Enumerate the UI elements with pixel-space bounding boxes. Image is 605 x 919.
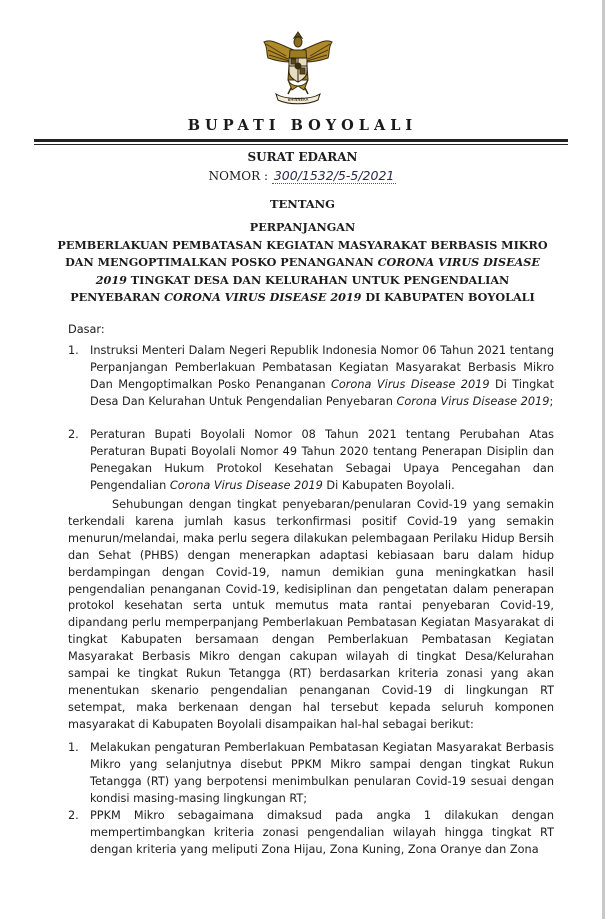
instruction-item-text: Melakukan pengaturan Pemberlakuan Pembatasan Kegiatan Masyarakat Berbasis Mikro yang selanjutnya disebut PPKM Mikro sampai dengan tingkat Rukun Tetangga (RT) yang berpotensi menimbulkan penularan Covid-19 sesuai dengan kondisi masing-masing lingkungan RT;	[90, 741, 554, 805]
basis-item	[68, 343, 554, 428]
document-subject	[0, 219, 605, 307]
garuda-emblem-icon	[258, 28, 338, 108]
subject-line-3: DAN MENGOPTIMALKAN POSKO PENANGANAN CORONA VIRUS DISEASE	[65, 255, 540, 269]
basis-label: Dasar:	[68, 323, 105, 336]
basis-item	[68, 427, 554, 495]
header-rule-thin	[34, 144, 568, 145]
document-number-line	[0, 168, 605, 183]
instruction-item-number: 1.	[68, 741, 79, 754]
subject-line-2: PEMBERLAKUAN PEMBATASAN KEGIATAN MASYARAKAT BERBASIS MIKRO	[57, 237, 548, 252]
header-rule-thick	[34, 139, 568, 142]
basis-item-number: 1.	[68, 344, 79, 357]
instruction-item	[68, 808, 554, 876]
about-label: TENTANG	[269, 197, 336, 211]
document-number-label: NOMOR :	[208, 169, 268, 183]
emblem-banner-text: BHINNEKA	[287, 97, 309, 102]
document-number-value: 300/1532/5-5/2021	[273, 168, 395, 183]
basis-item-text: Peraturan Bupati Boyolali Nomor 08 Tahun 2021 tentang Perubahan Atas Peraturan Bupati Boyolali Nomor 49 Tahun 2020 tentang Penerapan Disiplin dan Penegakan Hukum Protokol Kesehatan Sebagai Upaya Pencegahan dan Pengendalian Corona Virus Disease 2019 Di Kabupaten Boyolali.	[90, 428, 554, 492]
basis-item-text: Instruksi Menteri Dalam Negeri Republik Indonesia Nomor 06 Tahun 2021 tentang Perpanjangan Pemberlakuan Pembatasan Kegiatan Masyarakat Berbasis Mikro Dan Mengoptimalkan Posko Penanganan Corona Virus Disease 2019 Di Tingkat Desa Dan Kelurahan Untuk Pengendalian Penyebaran Corona Virus Disease 2019;	[90, 344, 554, 408]
subject-line-5: PENYEBARAN CORONA VIRUS DISEASE 2019 DI KABUPATEN BOYOLALI	[70, 290, 535, 304]
document-type: SURAT EDARAN	[247, 150, 358, 164]
regent-heading: BUPATI BOYOLALI	[187, 117, 418, 134]
subject-line-1: PERPANJANGAN	[249, 220, 356, 234]
instruction-item-text: PPKM Mikro sebagaimana dimaksud pada angka 1 dilakukan dengan mempertimbangkan kriteria zonasi pengendalian wilayah hingga tingkat RT dengan kriteria yang meliputi Zona Hijau, Zona Kuning, Zona Oranye dan Zona	[90, 809, 554, 856]
instruction-item	[68, 740, 554, 808]
instruction-item-number: 2.	[68, 809, 79, 822]
subject-line-4: 2019 TINGKAT DESA DAN KELURAHAN UNTUK PENGENDALIAN	[95, 272, 510, 287]
basis-item-number: 2.	[68, 428, 79, 441]
main-paragraph: Sehubungan dengan tingkat penyebaran/penularan Covid-19 yang semakin terkendali karena jumlah kasus terkonfirmasi positif Covid-19 yang semakin menurun/melandai, maka perlu segera dilakukan pelembagaan Perilaku Hidup Bersih dan Sehat (PHBS) dengan menerapkan adaptasi kebiasaan baru dalam hidup berdampingan dengan Covid-19, namun demikian guna meningkatkan hasil pengendalian penanganan Covid-19, kedisiplinan dan pengetatan dalam penerapan protokol kesehatan serta untuk memutus mata rantai penyebaran Covid-19, dipandang perlu memperpanjang Pemberlakuan Pembatasan Kegiatan Masyarakat di tingkat Kabupaten bersamaan dengan Pemberlakuan Pembatasan Kegiatan Masyarakat Berbasis Mikro dengan cakupan wilayah di tingkat Desa/Kelurahan sampai ke tingkat Rukun Tetangga (RT) berdasarkan kriteria zonasi yang akan menentukan skenario pengendalian penanganan Covid-19 di lingkungan RT setempat, maka berkenaan dengan hal tersebut kepada seluruh komponen masyarakat di Kabupaten Boyolali disampaikan hal-hal sebagai berikut:	[68, 498, 554, 731]
